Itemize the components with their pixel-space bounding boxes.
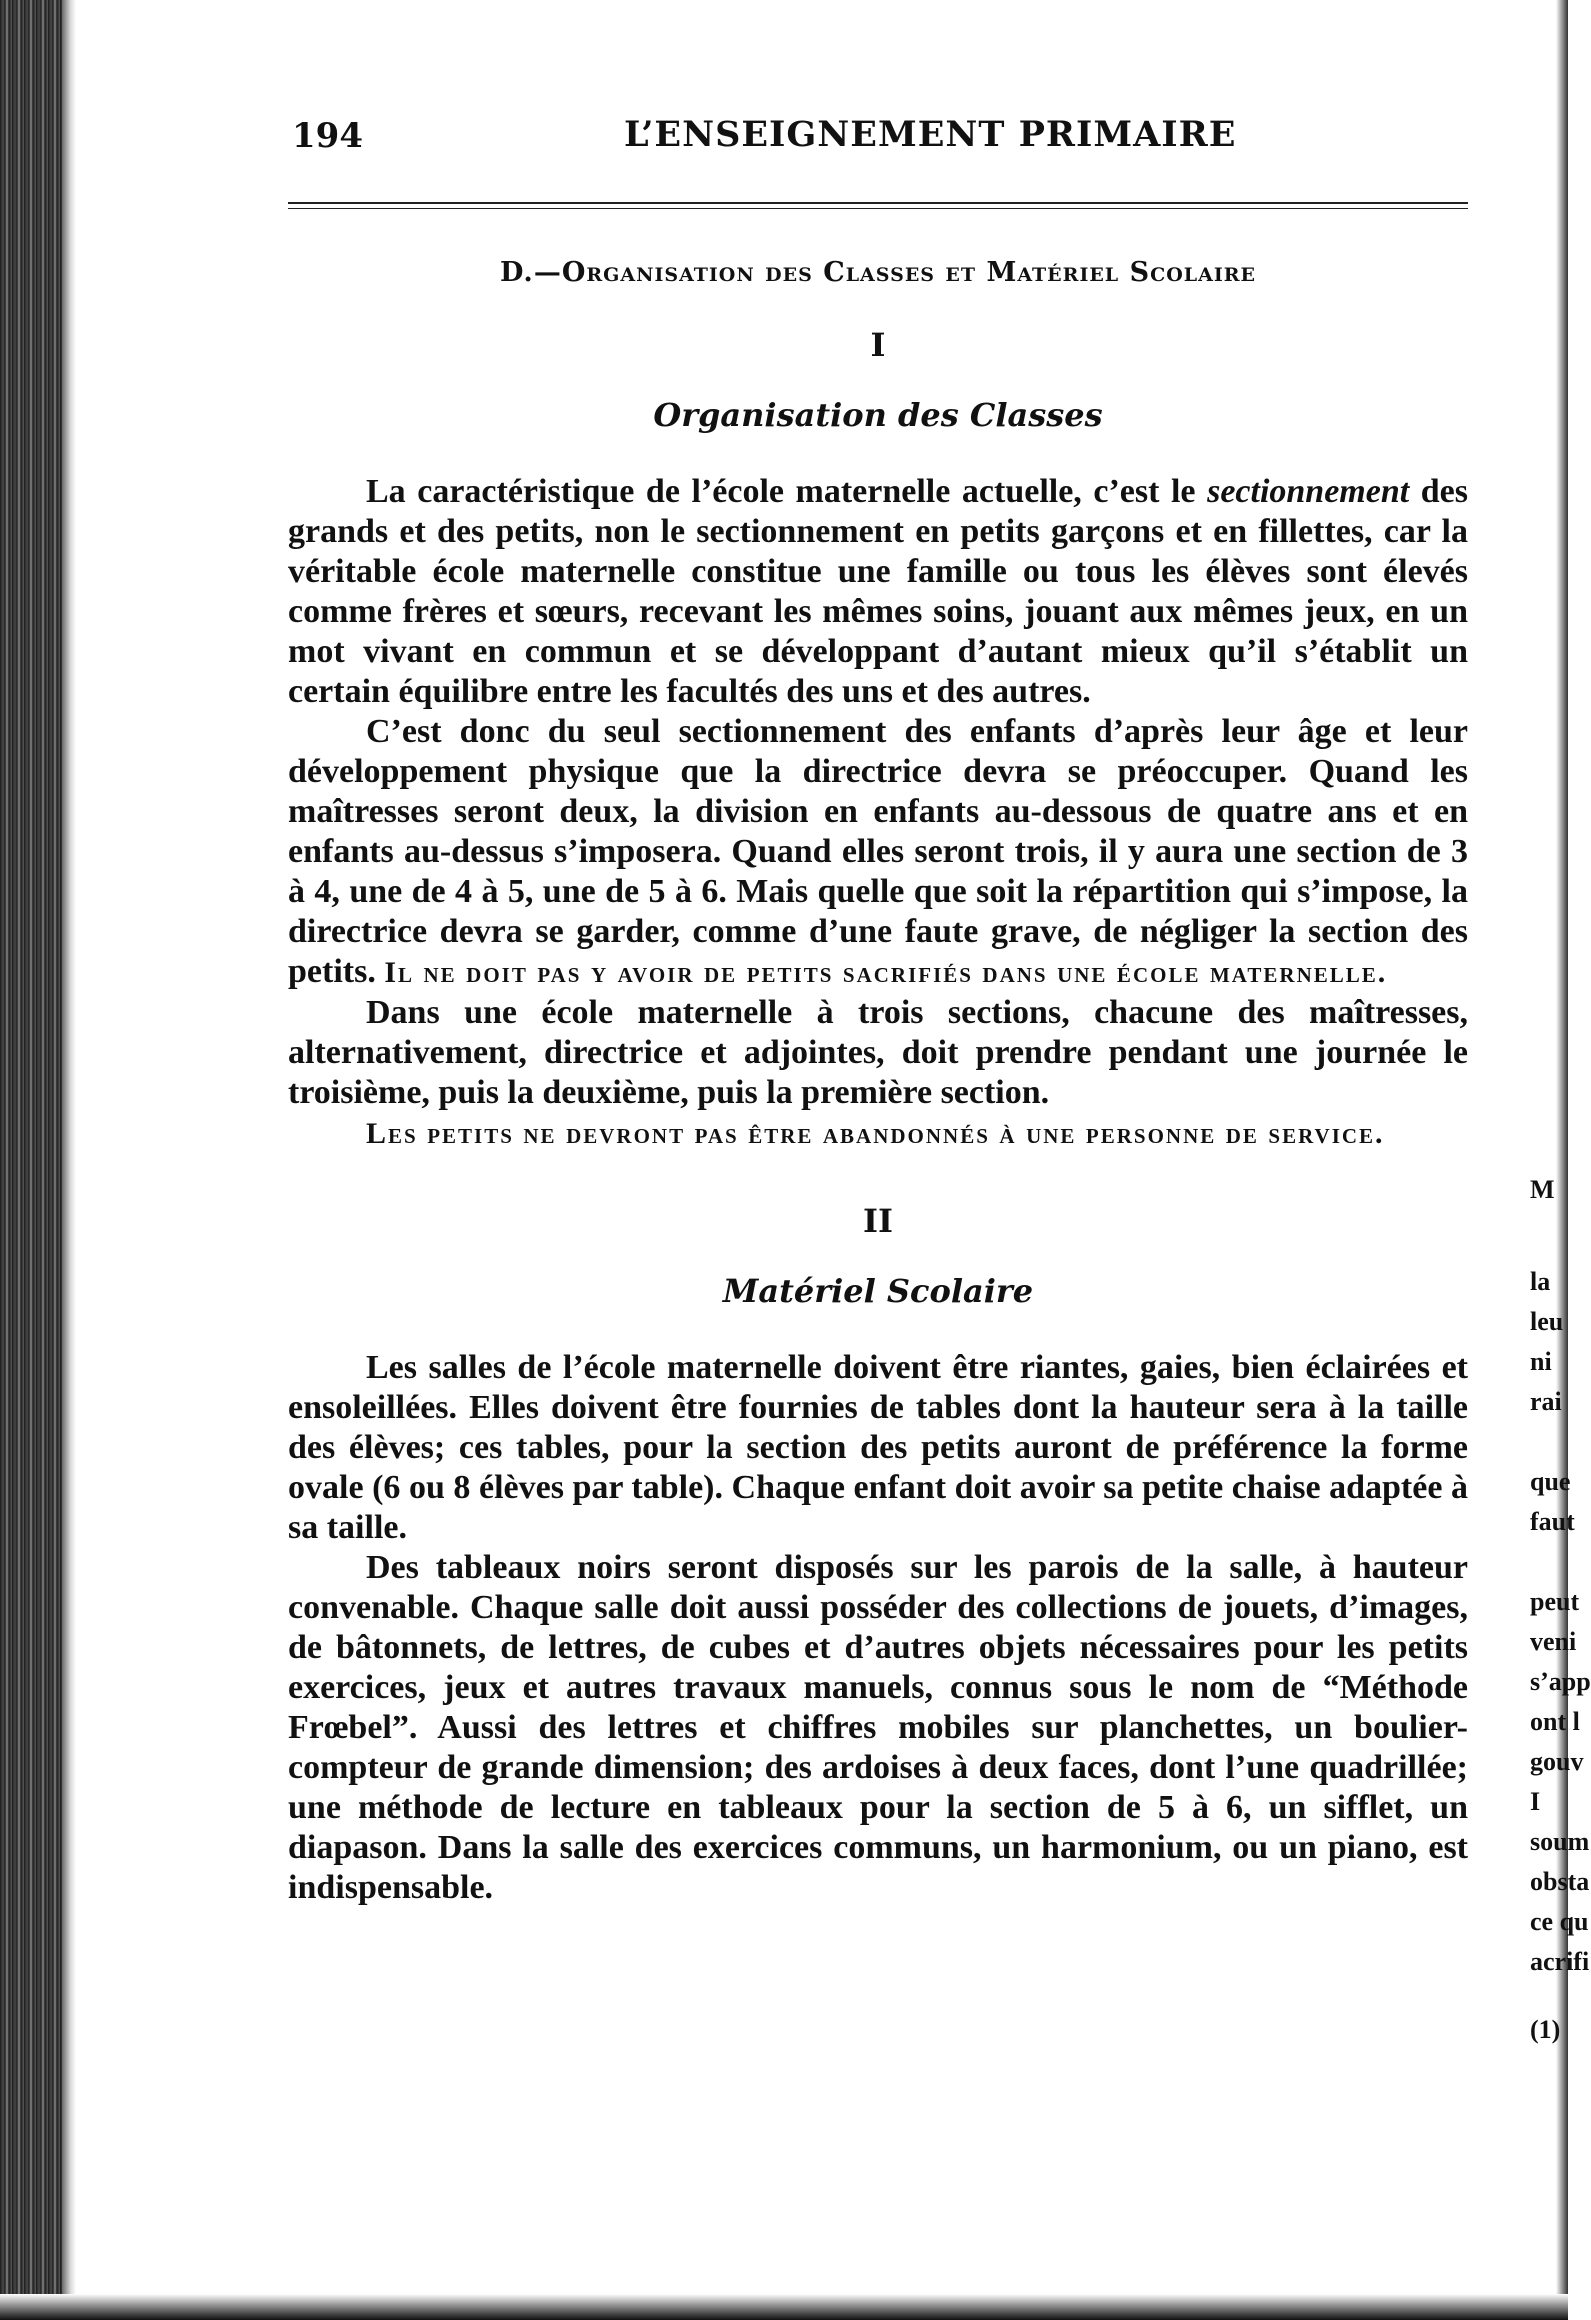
running-head: [288, 100, 1468, 160]
facing-fragment: veni: [1530, 1627, 1577, 1656]
paragraph-2-start: C’est donc du seul sectionnement des enfants d’après leur âge et leur développement physique que la directrice devra se préoccuper. Quand les maîtresses seront deux, la division en enfants au-dessous de quatre ans et en enfants au-dessus s’imposera. Quand elles seront trois, il y aura une section de 3 à 4, une de 4 à 5, une de 5 à 6. Mais quelle que soit la répartition qui s’impose, la directrice devra se garder, comme d’une faute grave, de négliger la section des petits.: [288, 713, 1468, 990]
paragraph-2-caps: Il ne doit pas y avoir de petits sacrifiés dans une école maternelle.: [384, 956, 1388, 989]
book-spine: [0, 0, 62, 2320]
facing-fragment: que: [1530, 1467, 1571, 1496]
facing-fragment: leu: [1530, 1307, 1564, 1336]
running-title: L’ENSEIGNEMENT PRIMAIRE: [624, 114, 1237, 155]
paragraph-4: [288, 1113, 1468, 1154]
part-title-1: Organisation des Classes: [653, 396, 1103, 434]
section-heading: D.—Organisation des Classes et Matériel Scolaire: [499, 257, 1257, 288]
facing-fragment: ni: [1530, 1347, 1552, 1376]
page-body: [288, 100, 1468, 1908]
paragraph-1-italic: sectionnement: [1207, 473, 1410, 510]
part-number-2: II: [863, 1202, 893, 1240]
facing-fragment: obsta: [1530, 1867, 1590, 1896]
paragraph-1-end: des grands et des petits, non le sectionnement en petits garçons et en fillettes, car la véritable école maternelle constitue une famille ou tous les élèves sont élevés comme frères et sœurs, recevant les mêmes soins, jouant aux mêmes jeux, en un mot vivant en commun et se développant d’autant mieux qu’il s’établit un certain équilibre entre les facultés des uns et des autres.: [288, 473, 1468, 710]
facing-fragment: acrifi: [1530, 1947, 1590, 1976]
facing-fragment: gouv: [1530, 1747, 1584, 1776]
facing-fragment: peut: [1530, 1587, 1580, 1616]
facing-fragment: faut: [1530, 1507, 1575, 1536]
facing-fragment: (1): [1530, 2015, 1561, 2044]
header-rule: [288, 202, 1468, 209]
page-bottom-edge: [0, 2294, 1568, 2320]
facing-fragment: ont l: [1530, 1707, 1580, 1736]
paragraph-1-start: La caractéristique de l’école maternelle actuelle, c’est le: [366, 473, 1208, 510]
facing-fragment: ce qu: [1530, 1907, 1589, 1936]
paragraph-1: [288, 472, 1468, 712]
part-title-2: Matériel Scolaire: [722, 1272, 1034, 1310]
paragraph-4-caps: Les petits ne devront pas être abandonnés à une personne de service.: [366, 1117, 1385, 1150]
facing-fragment: soum: [1530, 1827, 1590, 1856]
facing-fragment: la: [1530, 1267, 1551, 1296]
facing-fragment: rai: [1530, 1387, 1562, 1416]
facing-fragment: I: [1530, 1787, 1541, 1816]
page-number: 194: [292, 116, 363, 156]
paragraph-2: [288, 712, 1468, 993]
facing-fragment: M: [1530, 1175, 1555, 1204]
facing-fragment: s’app: [1530, 1667, 1591, 1696]
paragraph-6: Des tableaux noirs seront disposés sur les parois de la salle, à hauteur convenable. Chaque salle doit aussi posséder des collections de jouets, d’images, de bâtonnets, de lettres, de cubes et d’autres objets nécessaires pour les petits exercices, jeux et autres travaux manuels, connus sous le nom de “Méthode Frœbel”. Aussi des lettres et chiffres mobiles sur planchettes, un boulier-compteur de grande dimension; des ardoises à deux faces, dont l’une quadrillée; une méthode de lecture en tableaux pour la section de 5 à 6, un sifflet, un diapason. Dans la salle des exercices communs, un harmonium, ou un piano, est indispensable.: [288, 1549, 1468, 1906]
page-gutter: [62, 0, 76, 2320]
part-number-1: I: [870, 326, 886, 364]
paragraph-5: Les salles de l’école maternelle doivent être riantes, gaies, bien éclairées et ensoleillées. Elles doivent être fournies de tables dont la hauteur sera à la taille des élèves; ces tables, pour la section des petits auront de préférence la forme ovale (6 ou 8 élèves par table). Chaque enfant doit avoir sa petite chaise adaptée à sa taille.: [288, 1349, 1468, 1546]
paragraph-3: Dans une école maternelle à trois sections, chacune des maîtresses, alternativement, directrice et adjointes, doit prendre pendant une journée le troisième, puis la deuxième, puis la première section.: [288, 994, 1468, 1111]
